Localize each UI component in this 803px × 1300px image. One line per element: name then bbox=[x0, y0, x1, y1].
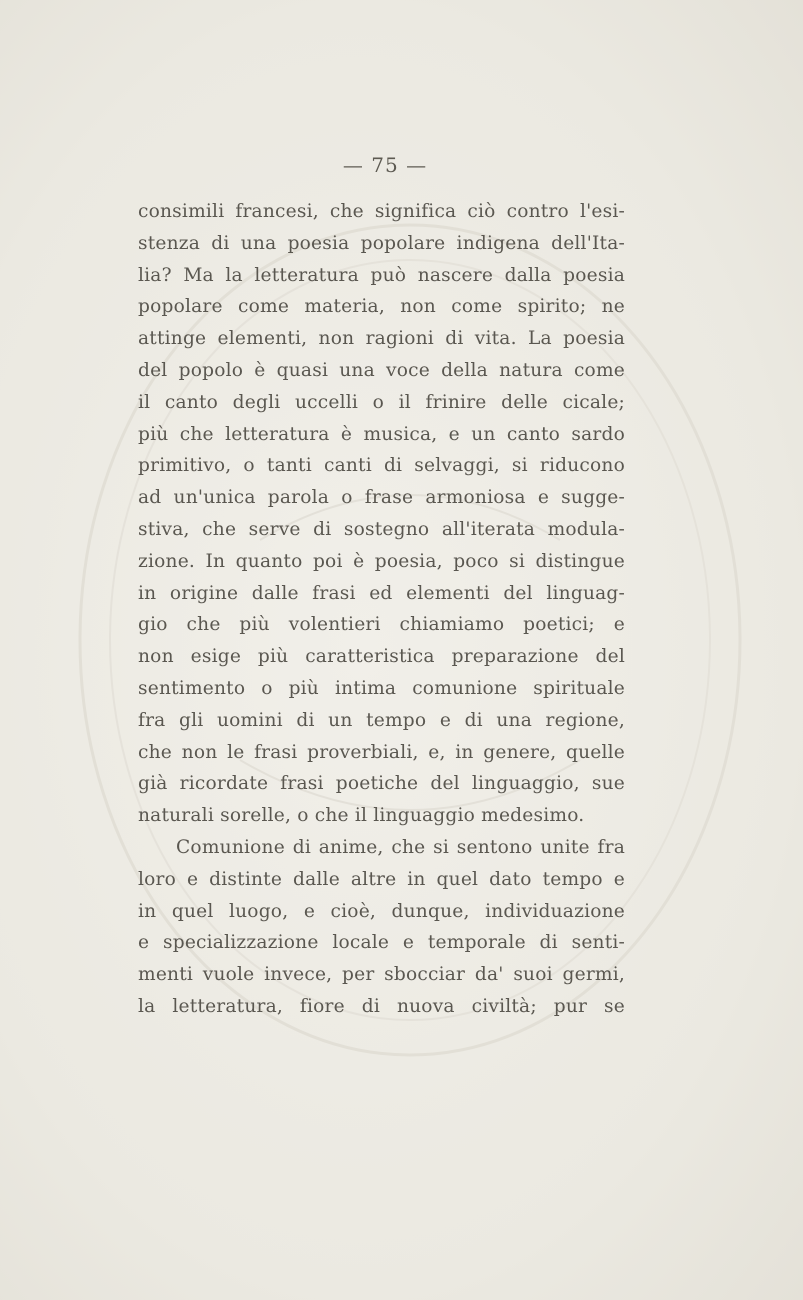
text-line: loro e distinte dalle altre in quel dato tempo e bbox=[138, 868, 625, 890]
page-number: — 75 — bbox=[342, 153, 428, 177]
text-line: e specializzazione locale e temporale di senti- bbox=[138, 932, 625, 954]
text-line: la letteratura, fiore di nuova civiltà; pur se bbox=[138, 995, 625, 1017]
text-line: menti vuole invece, per sbocciar da' suoi germi, bbox=[138, 964, 625, 986]
text-line: stenza di una poesia popolare indigena dell'Ita- bbox=[138, 232, 625, 254]
text-line: zione. In quanto poi è poesia, poco si distingue bbox=[138, 550, 625, 572]
body-text bbox=[138, 196, 625, 1023]
text-line: consimili francesi, che significa ciò contro l'esi- bbox=[138, 201, 625, 222]
text-line: il canto degli uccelli o il frinire delle cicale; bbox=[138, 391, 625, 413]
text-line: che non le frasi proverbiali, e, in genere, quelle bbox=[138, 741, 625, 763]
text-line: lia? Ma la letteratura può nascere dalla poesia bbox=[138, 264, 625, 286]
text-line: sentimento o più intima comunione spirituale bbox=[138, 677, 625, 699]
text-line: attinge elementi, non ragioni di vita. La poesia bbox=[138, 328, 625, 350]
text-line: stiva, che serve di sostegno all'iterata modula- bbox=[138, 518, 625, 540]
paragraph bbox=[138, 196, 625, 832]
text-line: fra gli uomini di un tempo e di una regione, bbox=[138, 709, 625, 731]
text-line: primitivo, o tanti canti di selvaggi, si riducono bbox=[138, 455, 625, 477]
text-line: in quel luogo, e cioè, dunque, individuazione bbox=[138, 900, 625, 922]
text-line: non esige più caratteristica preparazione del bbox=[138, 646, 625, 668]
text-line: già ricordate frasi poetiche del linguaggio, sue bbox=[138, 773, 625, 795]
paragraph bbox=[138, 832, 625, 1023]
text-line: gio che più volentieri chiamiamo poetici; e bbox=[138, 614, 625, 636]
text-line: più che letteratura è musica, e un canto sardo bbox=[138, 423, 625, 445]
text-line: naturali sorelle, o che il linguaggio medesimo. bbox=[138, 805, 585, 827]
text-line: del popolo è quasi una voce della natura come bbox=[138, 359, 625, 381]
text-line: ad un'unica parola o frase armoniosa e sugge- bbox=[138, 487, 625, 509]
text-line: popolare come materia, non come spirito; ne bbox=[138, 296, 625, 318]
text-line: in origine dalle frasi ed elementi del linguag- bbox=[138, 582, 625, 604]
text-line: Comunione di anime, che si sentono unite fra bbox=[176, 836, 625, 858]
